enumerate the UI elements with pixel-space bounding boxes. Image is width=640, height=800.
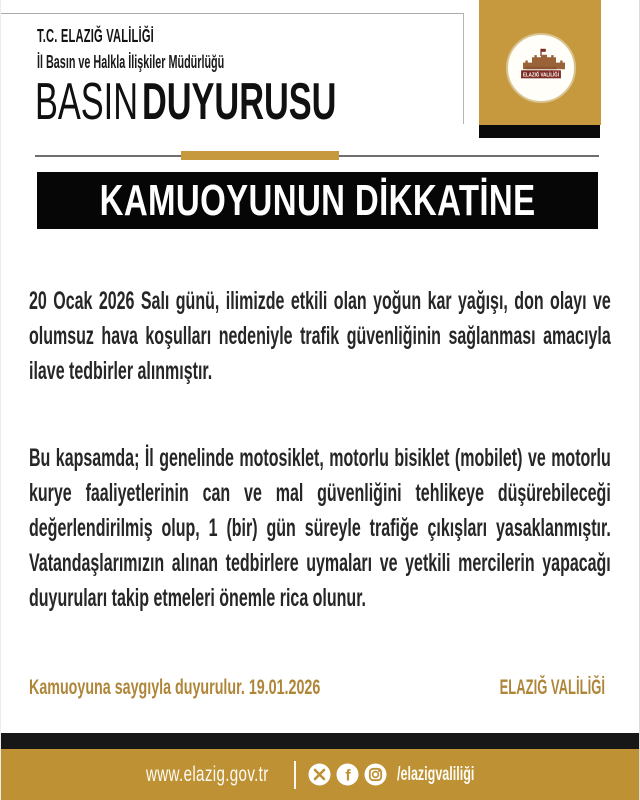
footer-bar [1,749,640,800]
footer-black-bar [1,733,640,749]
signoff-statement-text: Kamuoyuna saygıyla duyurulur. 19.01.2026 [29,676,321,699]
social-handle [397,764,497,786]
page-title [35,73,492,131]
title-bold: DUYURUSU [141,73,337,131]
castle-emblem-icon [511,38,571,98]
svg-text:f: f [344,767,351,785]
signoff-statement [29,676,457,700]
logo-black-tab [479,125,600,138]
agency-name-text: T.C. ELAZIĞ VALİLİĞİ [37,26,154,46]
social-handle-text: /elazigvaliliği [396,763,474,785]
footer-divider [294,761,296,789]
social-icons [308,763,387,786]
instagram-icon [364,763,387,786]
headline-text: KAMUOYUNUN DİKKATİNE [99,175,536,225]
top-hairline [1,13,463,14]
governorship-logo [506,33,576,103]
facebook-icon [336,763,359,786]
body-paragraph-2: Bu kapsamda; İl genelinde motosiklet, motorlu bisiklet (mobilet) ve motorlu kurye faaliyetlerinin can ve mal güvenliğini tehlikeye düşürebileceği değerlendirilmiş olup, 1 (bir) gün süreyle trafiğe çıkışları yasaklanmıştır. Vatandaşlarımızın alınan tedbirlere uymaları ve yetkili mercilerin yapacağı duyuruları takip etmeleri önemle rica olunur. [29,444,611,612]
logo-badge-text: ELAZIĞ VALİLİĞİ [523,72,567,79]
agency-name [37,26,226,47]
headline-banner [37,172,598,229]
x-twitter-icon [308,763,331,786]
title-light: BASIN [35,73,139,131]
website-url [146,763,282,787]
signoff-signature [435,676,605,700]
department-name [37,52,349,73]
website-url-text: www.elazig.gov.tr [145,762,269,786]
signoff-signature-text: ELAZIĞ VALİLİĞİ [499,676,605,699]
page-title-text [35,73,337,131]
body-paragraph-1: 20 Ocak 2026 Salı günü, ilimizde etkili olan yoğun kar yağışı, don olayı ve olumsuz hava koşulları nedeniyle trafik güvenliğinin sağlanması amacıyla ilave tedbirler alınmıştır. [29,287,611,385]
department-name-text: İl Basın ve Halkla İlişkiler Müdürlüğü [37,52,225,72]
header-divider-gold-accent [181,151,339,160]
